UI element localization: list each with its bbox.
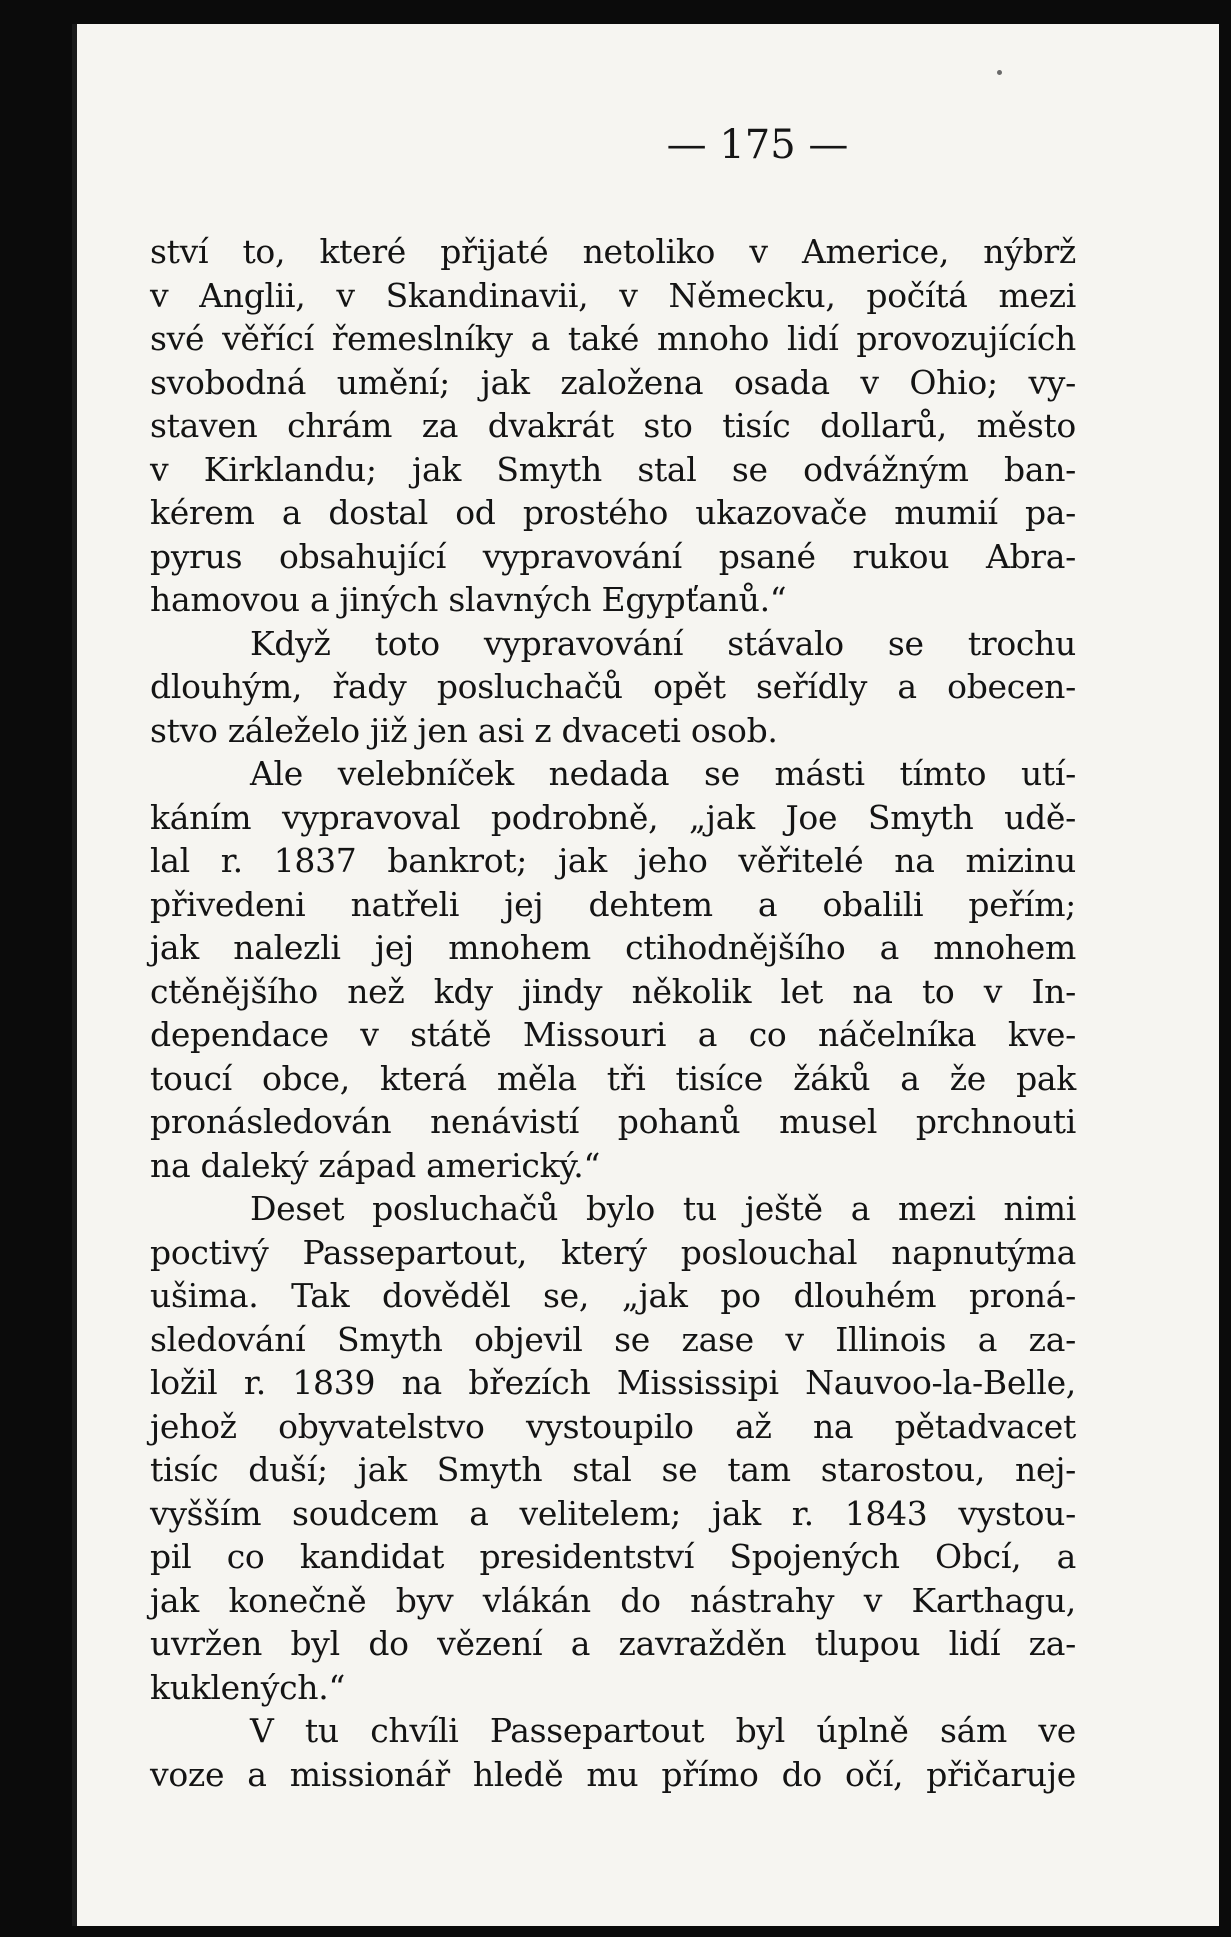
text-line: Když toto vypravování stávalo se trochu: [250, 623, 1076, 663]
text-line: dlouhým, řady posluchačů opět seřídly a obecen-: [150, 667, 1076, 706]
text-line: přivedeni natřeli jej dehtem a obalili peřím;: [150, 884, 1076, 924]
text-line: toucí obce, která měla tři tisíce žáků a že pak: [150, 1058, 1076, 1098]
text-line: pronásledován nenávistí pohanů musel prchnouti: [150, 1102, 1076, 1141]
text-line: Deset posluchačů bylo tu ještě a mezi nimi: [250, 1189, 1076, 1228]
text-line: Ale velebníček nedada se másti tímto utí-: [250, 754, 1076, 793]
text-line: staven chrám za dvakrát sto tisíc dollarů, město: [150, 406, 1076, 445]
page-number: — 175 —: [666, 122, 849, 168]
text-line: v Anglii, v Skandinavii, v Německu, počítá mezi: [150, 275, 1076, 315]
text-line: své věřící řemeslníky a také mnoho lidí provozujících: [150, 319, 1076, 358]
text-line: na daleký západ americký.“: [150, 1145, 601, 1185]
text-line: ství to, které přijaté netoliko v Americe, nýbrž: [150, 232, 1076, 271]
text-line: poctivý Passepartout, který poslouchal napnutýma: [150, 1232, 1076, 1272]
text-line: kuklených.“: [150, 1667, 346, 1707]
text-line: dependace v státě Missouri a co náčelníka kve-: [150, 1015, 1076, 1054]
text-line: hamovou a jiných slavných Egypťanů.“: [150, 580, 787, 619]
text-line: v Kirklandu; jak Smyth stal se odvážným ban-: [150, 449, 1076, 489]
text-line: stvo záleželo již jen asi z dvaceti osob.: [150, 710, 778, 750]
text-line: jak konečně byv vlákán do nástrahy v Karthagu,: [150, 1580, 1076, 1620]
body-text: [150, 230, 1076, 1796]
text-line: pyrus obsahující vypravování psané rukou Abra-: [150, 536, 1076, 576]
text-line: ušima. Tak dověděl se, „jak po dlouhém proná-: [150, 1276, 1076, 1315]
text-line: svobodná umění; jak založena osada v Ohio; vy-: [150, 362, 1076, 402]
paper-speck: [997, 70, 1002, 75]
text-line: ctěnějšího než kdy jindy několik let na to v In-: [150, 971, 1076, 1011]
text-line: sledování Smyth objevil se zase v Illinois a za-: [150, 1319, 1076, 1359]
text-line: voze a missionář hledě mu přímo do očí, přičaruje: [150, 1754, 1076, 1794]
text-line: V tu chvíli Passepartout byl úplně sám ve: [250, 1711, 1076, 1750]
text-line: jak nalezli jej mnohem ctihodnějšího a mnohem: [150, 928, 1076, 967]
text-line: vyšším soudcem a velitelem; jak r. 1843 vystou-: [150, 1493, 1076, 1533]
text-line: jehož obyvatelstvo vystoupilo až na pětadvacet: [150, 1406, 1076, 1446]
book-page: [72, 24, 1219, 1926]
text-line: kérem a dostal od prostého ukazovače mumií pa-: [150, 493, 1076, 532]
text-line: uvržen byl do vězení a zavražděn tlupou lidí za-: [150, 1624, 1076, 1663]
text-line: lal r. 1837 bankrot; jak jeho věřitelé na mizinu: [150, 841, 1076, 880]
text-line: pil co kandidat presidentství Spojených Obcí, a: [150, 1537, 1076, 1576]
text-line: tisíc duší; jak Smyth stal se tam starostou, nej-: [150, 1450, 1076, 1489]
text-line: káním vypravoval podrobně, „jak Joe Smyth udě-: [150, 797, 1076, 837]
text-line: ložil r. 1839 na březích Mississipi Nauvoo-la-Belle,: [150, 1363, 1076, 1402]
